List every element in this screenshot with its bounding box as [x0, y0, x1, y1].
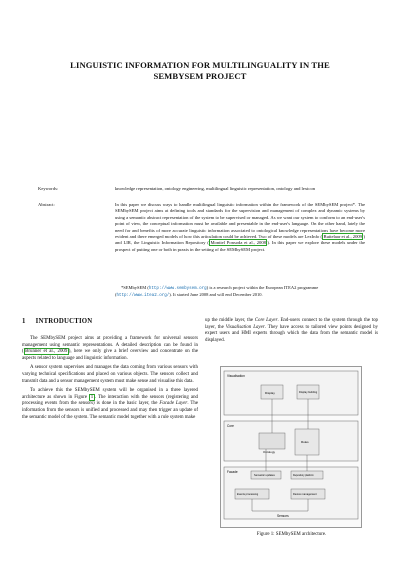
paragraph-4-text-c: . They have access to tailored view points designed by expert users and HMI experts through which the data from the semantic model is displayed.	[205, 324, 378, 343]
section-title: INTRODUCTION	[35, 318, 93, 325]
section-body-right	[205, 318, 378, 344]
section-number: 1	[22, 318, 26, 325]
paragraph-1-text-a: The SEMbySEM project aims at providing a framework for universal sensors management using semantic representations. A detailed description can be found in (	[22, 336, 198, 355]
display-label: Display	[265, 391, 275, 395]
paragraph-4-text-b: . End-users connect to the system through the top layer, the	[205, 318, 378, 330]
title-line-2: SEMBYSEM PROJECT	[153, 71, 247, 81]
keywords-text: knowledge representation, ontology engineering, multilingual linguistic representation, ontology and lexicon	[115, 186, 316, 191]
paragraph-1	[22, 336, 198, 362]
repository-platform-label: Repository platform	[293, 474, 314, 477]
facade-layer-label: Facade	[227, 470, 238, 474]
architecture-diagram	[221, 367, 361, 527]
ontology-label: Ontology	[263, 450, 276, 454]
footnote-link-itea2[interactable]: http://www.itea2.org/	[116, 294, 170, 299]
rules-label: Rules	[301, 440, 309, 444]
core-layer-term: Core Layer	[254, 318, 278, 323]
paragraph-3-text-c: . The information from the sensors is unified and processed and may then trigger an update of the semantic model of the system. The semantic model together with a rule system make	[22, 401, 198, 420]
abstract-text	[115, 202, 365, 253]
citation-buitelaar[interactable]: Buitelaar et al., 2009	[323, 234, 362, 240]
citation-montiel[interactable]: Montiel Ponsoda et al., 2008	[210, 240, 266, 246]
abstract-part-1: In this paper we discuss ways to handle multilingual linguistic information within the framework of the SEMbySEM project*. The SEMbySEM project aims at defining tools and standards for the supervision and management of complex and dynamic systems by using a semantic abstract representation of the system to be supervised or managed. As we want our system to conform to an end-user's point of view, the conceptual information must be available and presentable in the end-user's language. On the other hand, lately the need for and benefits of more accurate linguistic information associated to ontological knowledge representations have become more evident and there emerged models of how this articulation could be achieved. Two of these models are LexInfo (	[115, 202, 365, 240]
abstract-label: Abstract:	[38, 202, 55, 207]
paragraph-1-text-b: ), here we only give a brief overview and concentrate on the aspects related to language and linguistic information.	[22, 349, 198, 361]
visualisation-layer-label: Visualisation	[227, 374, 245, 378]
paragraph-4-text-a: up the middle layer, the	[205, 318, 255, 323]
facade-layer-term: Facade Layer	[159, 401, 188, 407]
footnote	[115, 285, 365, 299]
section-body-left	[22, 336, 198, 421]
paragraph-3-text-a: To achieve this the SEMbySEM system will be organised in a three layered architecture as shown in Figure	[22, 388, 198, 400]
display-building-label: Display building	[299, 391, 318, 394]
visualisation-layer-term: Visualisation Layer	[225, 324, 265, 330]
footnote-part-1: *SEMbySEM (	[121, 285, 149, 290]
paragraph-4	[205, 318, 378, 344]
paper-title	[40, 60, 360, 82]
core-layer-label: Core	[227, 424, 234, 428]
section-heading	[22, 318, 198, 325]
footnote-link-sembysem[interactable]: http://www.sembysem.org	[148, 287, 207, 291]
abstract-part-3: ). In this paper we explore these models under the prospect of putting one or both in praxis in the setting of the SEMbySEM project.	[115, 240, 365, 252]
title-line-1: LINGUISTIC INFORMATION FOR MULTILINGUALITY IN THE	[70, 60, 330, 70]
paragraph-2: A sensor system supervises and manages the data coming from various sensors with varying technical specifications and placed on various objects. The sensors collect and transmit data and a sensor management system must make sense and visualise this data.	[22, 365, 198, 384]
architecture-figure	[220, 366, 362, 528]
paragraph-3	[22, 388, 198, 421]
abstract-part-2: ) and LIR, the Linguistic Information Repository (	[115, 234, 365, 246]
footnote-part-3: ). It started June 2008 and will end December 2010.	[169, 292, 263, 298]
footnote-part-2: ) is a research project within the European ITEA2 programme (	[115, 285, 319, 298]
keywords-label: Keywords:	[38, 186, 59, 191]
semantic-updates-label: Semantic updates	[254, 474, 275, 477]
ontology-box	[259, 433, 285, 449]
device-management-label: Device management	[293, 493, 317, 496]
figure-caption: Figure 1: SEMbySEM architecture.	[256, 532, 327, 537]
right-column	[205, 318, 378, 347]
citation-brunner[interactable]: Brunner et al., 2009	[25, 349, 68, 355]
events-processing-label: Events processing	[237, 493, 259, 496]
left-column	[22, 318, 198, 424]
sensors-label: Sensors	[277, 514, 289, 518]
figure-reference-link[interactable]: 1	[90, 394, 94, 400]
core-layer-box	[224, 421, 358, 461]
paragraph-3-text-b: . The interaction with the sensors (registering and processing events from the sensors) is done in the basic layer, the	[22, 394, 198, 407]
